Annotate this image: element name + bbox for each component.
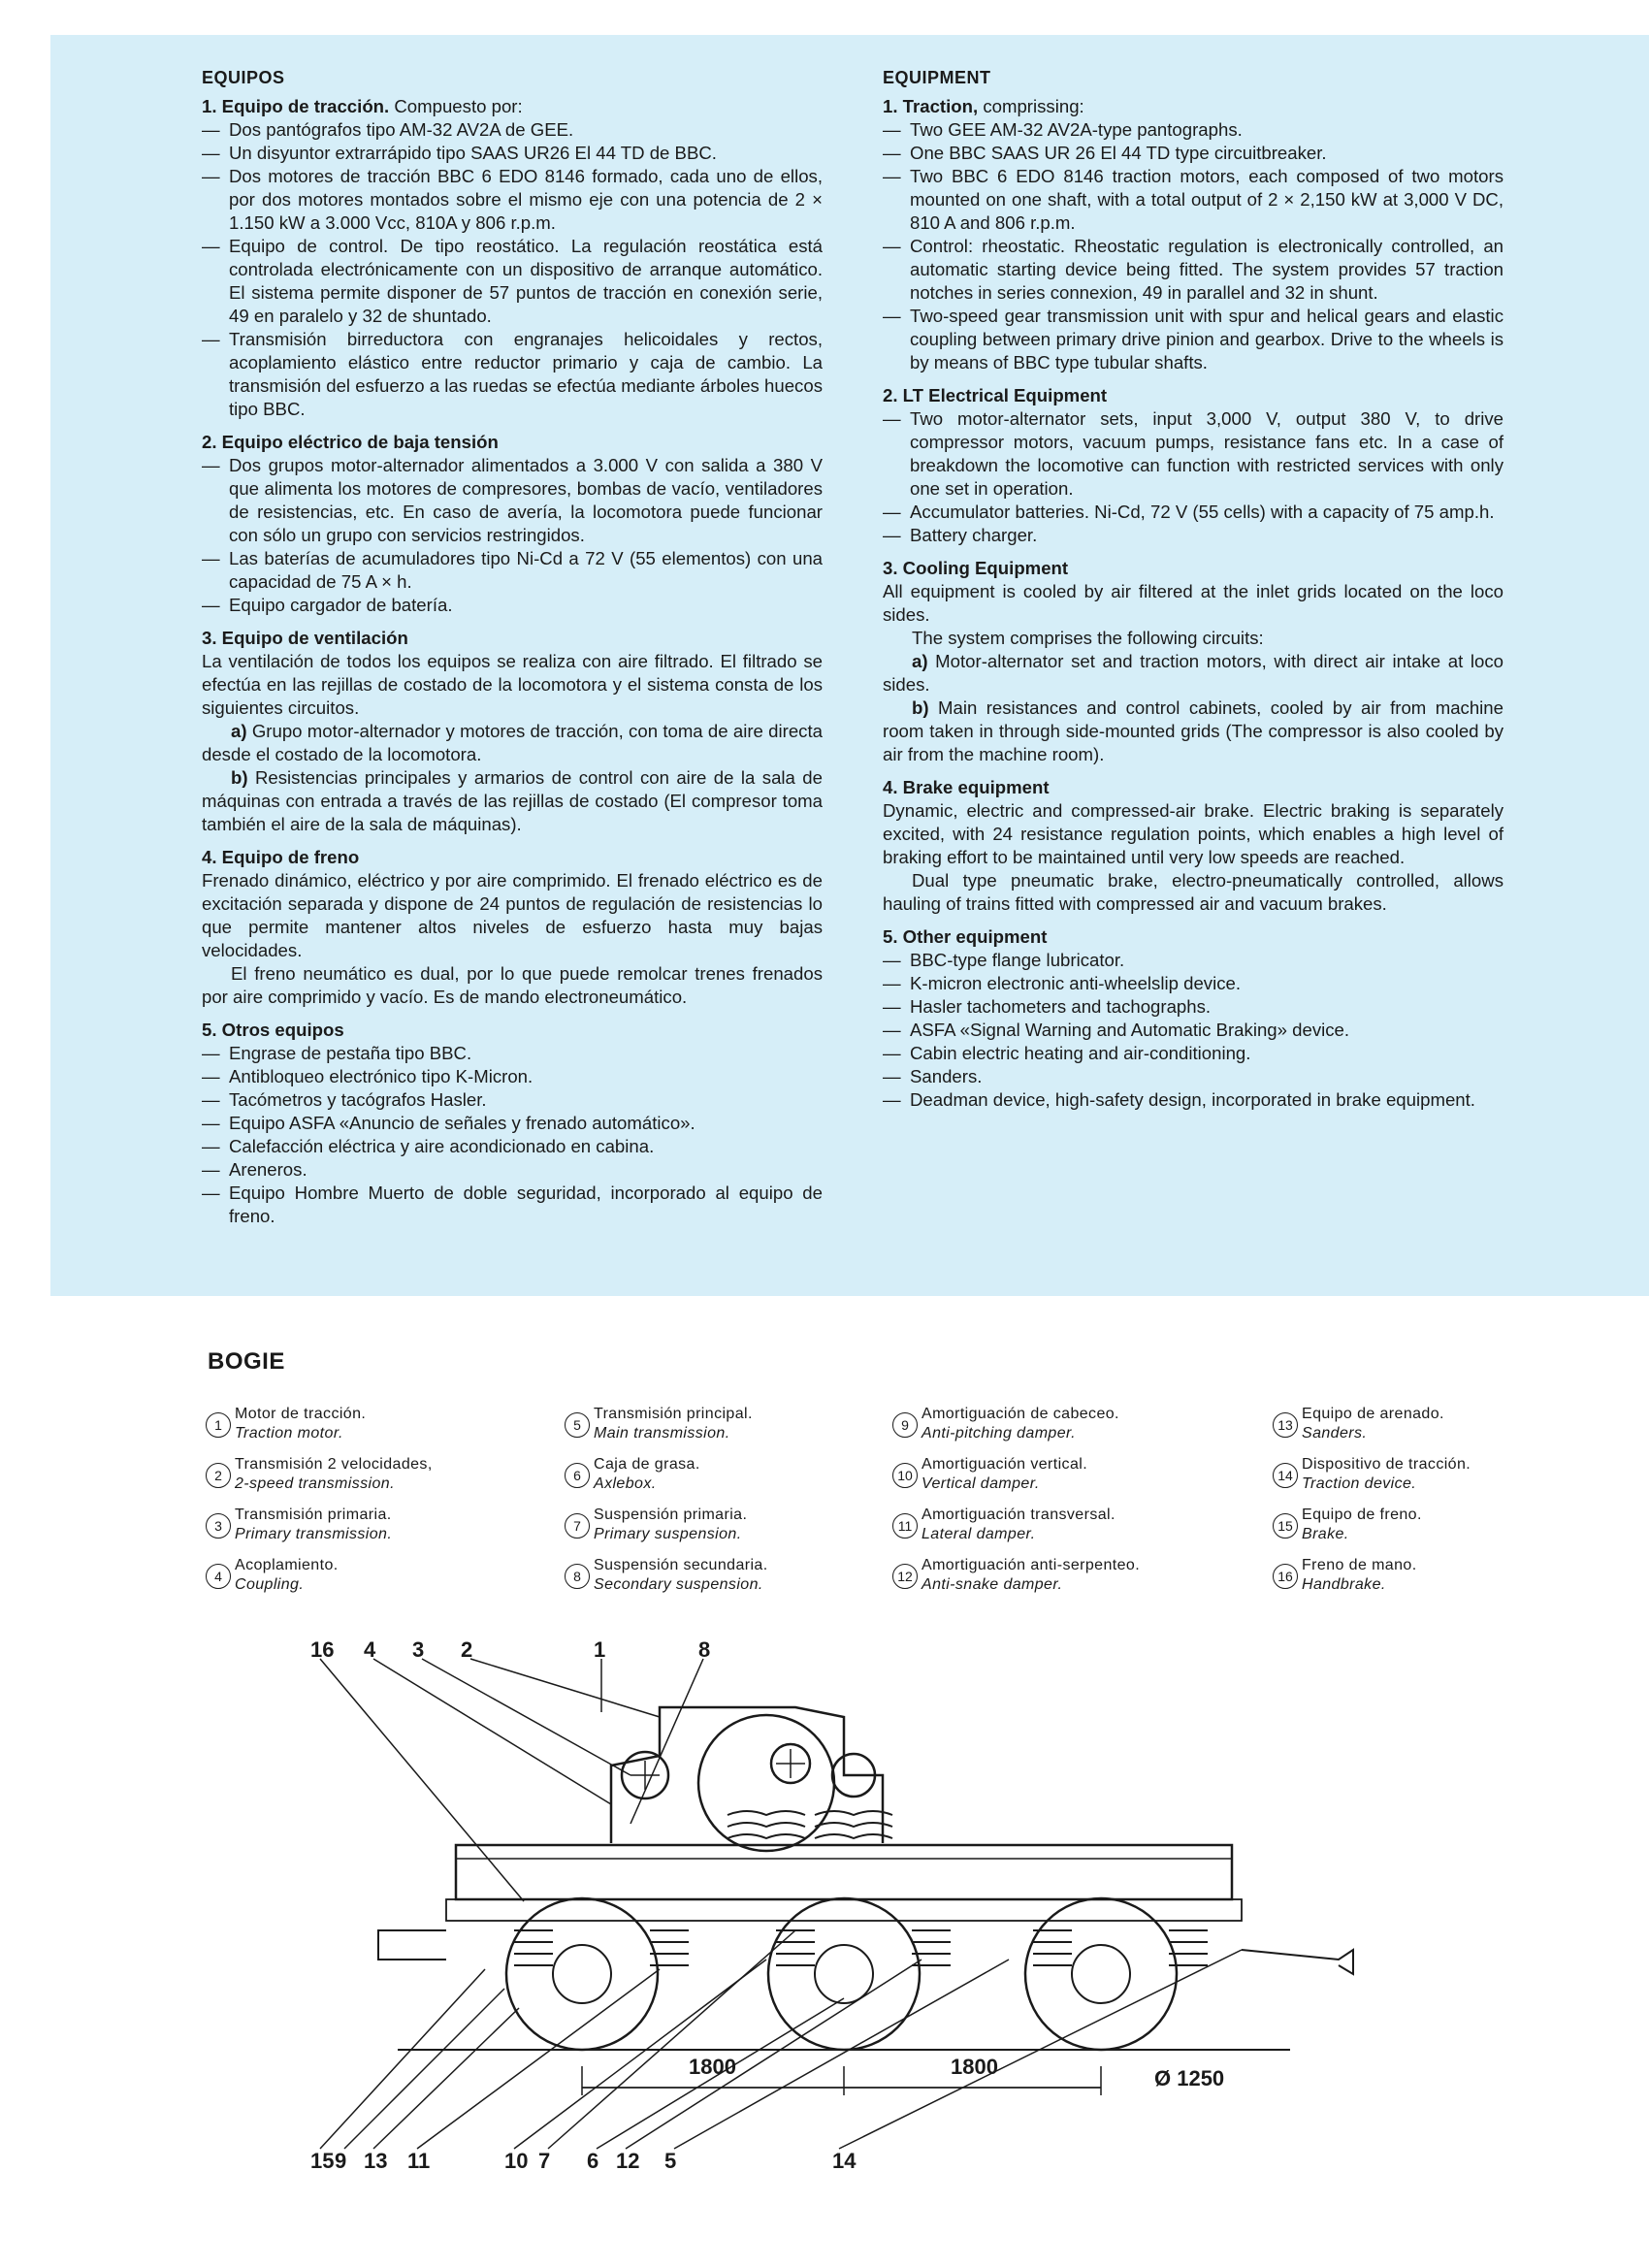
- traction-rod-right: [1242, 1950, 1353, 1974]
- callout-15: 15: [310, 2149, 335, 2173]
- list-item: — Dos grupos motor-alternador alimentados a 3.000 V con salida a 380 V que alimenta los motores de compresores, bombas de vacío, ventiladores de resistencias, etc. En caso de avería, la locomotora puede funcionar con sólo un grupo con servicios restringidos.: [202, 455, 823, 545]
- paragraph: The system comprises the following circuits:: [912, 628, 1264, 648]
- legend-item: 14 Dispositivo de tracción. Traction device.: [1273, 1455, 1602, 1506]
- callout-14: 14: [832, 2149, 857, 2173]
- primary-spring: [776, 1930, 815, 1965]
- list-item: — Two BBC 6 EDO 8146 traction motors, each composed of two motors mounted on one shaft, with a total output of 2 × 2,150 kW at 3,000 V DC, 810 A and 806 r.p.m.: [883, 166, 1504, 233]
- list-item: — Equipo ASFA «Anuncio de señales y frenado automático».: [202, 1113, 695, 1133]
- legend-number: 16: [1273, 1564, 1298, 1589]
- callout-11: 11: [407, 2149, 431, 2173]
- dimension-label-left: 1800: [689, 2055, 736, 2079]
- en-s4-title: 4. Brake equipment: [883, 777, 1050, 797]
- list-item: — Un disyuntor extrarrápido tipo SAAS UR26 El 44 TD de BBC.: [202, 143, 717, 163]
- callout-1: 1: [594, 1637, 606, 1662]
- legend-number: 3: [206, 1513, 231, 1539]
- wheel-diameter-label: Ø 1250: [1154, 2066, 1225, 2090]
- es-section-1: [202, 95, 823, 421]
- legend-number: 10: [892, 1463, 918, 1488]
- list-item: — Accumulator batteries. Ni-Cd, 72 V (55 cells) with a capacity of 75 amp.h.: [883, 502, 1495, 522]
- list-item: — Areneros.: [202, 1159, 307, 1180]
- legend-item: 6 Caja de grasa. Axlebox.: [565, 1455, 894, 1506]
- paragraph: El freno neumático es dual, por lo que puede remolcar trenes frenados por aire comprimido y vacío. Es de mando electroneumático.: [202, 963, 823, 1007]
- legend-item: 13 Equipo de arenado. Sanders.: [1273, 1405, 1602, 1455]
- legend-item: 5 Transmisión principal. Main transmission.: [565, 1405, 894, 1455]
- legend-number: 7: [565, 1513, 590, 1539]
- secondary-spring: [728, 1811, 805, 1838]
- list-item: — Las baterías de acumuladores tipo Ni-Cd a 72 V (55 elementos) con una capacidad de 75 A × h.: [202, 548, 823, 592]
- en-s1-title: 1. Traction,: [883, 96, 979, 116]
- list-item: — Two GEE AM-32 AV2A-type pantographs.: [883, 119, 1243, 140]
- primary-spring: [514, 1930, 553, 1965]
- en-s3-title: 3. Cooling Equipment: [883, 558, 1069, 578]
- legend-number: 15: [1273, 1513, 1298, 1539]
- spanish-column: [202, 66, 823, 1238]
- list-item: — Equipo de control. De tipo reostático. La regulación reostática está controlada electrónicamente con un dispositivo de arranque automático. El sistema permite disponer de 57 puntos de tracción en conexión serie, 49 en paralelo y 32 de shuntado.: [202, 236, 823, 326]
- paragraph: b) Resistencias principales y armarios de control con aire de la sala de máquinas con entrada a través de las rejillas de costado (El compresor toma también el aire de la sala de máquinas).: [202, 767, 823, 834]
- legend-item: 4 Acoplamiento. Coupling.: [206, 1556, 535, 1606]
- list-item: — Dos pantógrafos tipo AM-32 AV2A de GEE.: [202, 119, 574, 140]
- list-item: — K-micron electronic anti-wheelslip device.: [883, 973, 1242, 993]
- es-s3-title: 3. Equipo de ventilación: [202, 628, 408, 648]
- list-item: — Engrase de pestaña tipo BBC.: [202, 1043, 472, 1063]
- english-heading: EQUIPMENT: [883, 68, 991, 87]
- list-item: — Cabin electric heating and air-conditioning.: [883, 1043, 1251, 1063]
- list-item: — Two motor-alternator sets, input 3,000 V, output 380 V, to drive compressor motors, vacuum pumps, resistance fans etc. In a case of breakdown the locomotive can function with restricted services with only one set in operation.: [883, 408, 1504, 499]
- callout-12: 12: [616, 2149, 640, 2173]
- callout-10: 10: [504, 2149, 529, 2173]
- list-item: — Hasler tachometers and tachographs.: [883, 996, 1212, 1017]
- legend-number: 2: [206, 1463, 231, 1488]
- legend-item: 8 Suspensión secundaria. Secondary suspension.: [565, 1556, 894, 1606]
- list-item: — Antibloqueo electrónico tipo K-Micron.: [202, 1066, 534, 1086]
- legend-number: 13: [1273, 1412, 1298, 1438]
- list-item: — Deadman device, high-safety design, incorporated in brake equipment.: [883, 1089, 1475, 1110]
- list-item: — Equipo cargador de batería.: [202, 595, 453, 615]
- es-s5-title: 5. Otros equipos: [202, 1020, 344, 1040]
- en-section-2: [883, 384, 1504, 547]
- callout-8: 8: [698, 1637, 711, 1662]
- callout-5: 5: [664, 2149, 677, 2173]
- legend-item: 3 Transmisión primaria. Primary transmission.: [206, 1506, 535, 1556]
- list-item: — Control: rheostatic. Rheostatic regulation is electronically controlled, an automatic starting device being fitted. The system provides 57 traction notches in series connexion, 49 in parallel and 32 in shunt.: [883, 236, 1504, 303]
- list-item: — BBC-type flange lubricator.: [883, 950, 1125, 970]
- list-item: — One BBC SAAS UR 26 El 44 TD type circuitbreaker.: [883, 143, 1327, 163]
- es-section-3: [202, 627, 823, 836]
- en-section-1: [883, 95, 1504, 374]
- paragraph: Dynamic, electric and compressed-air brake. Electric braking is separately excited, with 24 resistance regulation points, which enables a high level of braking effort to be maintained until very low speeds are reached.: [883, 800, 1504, 867]
- legend-item: 16 Freno de mano. Handbrake.: [1273, 1556, 1602, 1606]
- list-item: — Sanders.: [883, 1066, 983, 1086]
- callout-6: 6: [587, 2149, 599, 2173]
- es-s1-title: 1. Equipo de tracción.: [202, 96, 390, 116]
- es-section-4: [202, 846, 823, 1009]
- legend-number: 11: [892, 1513, 918, 1539]
- paragraph: b) Main resistances and control cabinets, cooled by air from machine room taken in through side-mounted grids (The compressor is also cooled by air from the machine room).: [883, 697, 1504, 764]
- callout-4: 4: [364, 1637, 376, 1662]
- paragraph: La ventilación de todos los equipos se realiza con aire filtrado. El filtrado se efectúa en las rejillas de costado de la locomotora y el sistema consta de los siguientes circuitos.: [202, 651, 823, 718]
- legend-item: 7 Suspensión primaria. Primary suspension.: [565, 1506, 894, 1556]
- paragraph: All equipment is cooled by air filtered at the inlet grids located on the loco sides.: [883, 581, 1504, 625]
- es-s1-title-rest: Compuesto por:: [389, 96, 523, 116]
- list-item: — Equipo Hombre Muerto de doble seguridad, incorporado al equipo de freno.: [202, 1183, 823, 1226]
- en-s5-title: 5. Other equipment: [883, 926, 1048, 947]
- es-s4-title: 4. Equipo de freno: [202, 847, 360, 867]
- list-item: — ASFA «Signal Warning and Automatic Braking» device.: [883, 1020, 1350, 1040]
- bogie-frame: [456, 1845, 1232, 1899]
- en-section-3: [883, 557, 1504, 766]
- es-section-2: [202, 431, 823, 617]
- list-item: — Two-speed gear transmission unit with spur and helical gears and elastic coupling between primary drive pinion and gearbox. Drive to the wheels is by means of BBC type tubular shafts.: [883, 306, 1504, 373]
- paragraph: a) Grupo motor-alternador y motores de tracción, con toma de aire directa desde el costado de la locomotora.: [202, 721, 823, 764]
- en-section-4: [883, 776, 1504, 916]
- es-section-5: [202, 1019, 823, 1228]
- dimension-label-right: 1800: [951, 2055, 998, 2079]
- list-item: — Transmisión birreductora con engranajes helicoidales y rectos, acoplamiento elástico entre reductor primario y caja de cambio. La transmisión del esfuerzo a las ruedas se efectúa mediante árboles huecos tipo BBC.: [202, 329, 823, 419]
- legend-number: 1: [206, 1412, 231, 1438]
- paragraph: a) Motor-alternator set and traction motors, with direct air intake at loco sides.: [883, 651, 1504, 695]
- list-item: — Tacómetros y tacógrafos Hasler.: [202, 1089, 487, 1110]
- callout-2: 2: [461, 1637, 473, 1662]
- en-s1-title-rest: comprissing:: [978, 96, 1084, 116]
- legend-item: 2 Transmisión 2 velocidades, 2-speed transmission.: [206, 1455, 535, 1506]
- list-item: — Calefacción eléctrica y aire acondicionado en cabina.: [202, 1136, 655, 1156]
- legend-number: 6: [565, 1463, 590, 1488]
- legend-item: 1 Motor de tracción. Traction motor.: [206, 1405, 535, 1455]
- legend-number: 14: [1273, 1463, 1298, 1488]
- buffer-left: [378, 1930, 446, 1960]
- spanish-heading: EQUIPOS: [202, 68, 285, 87]
- bogie-drawing: [310, 1637, 1387, 2183]
- es-s2-title: 2. Equipo eléctrico de baja tensión: [202, 432, 499, 452]
- legend-item: 9 Amortiguación de cabeceo. Anti-pitching damper.: [892, 1405, 1222, 1455]
- list-item: — Dos motores de tracción BBC 6 EDO 8146 formado, cada uno de ellos, por dos motores montados sobre el mismo eje con una potencia de 2 × 1.150 kW a 3.000 Vcc, 810A y 806 r.p.m.: [202, 166, 823, 233]
- legend-item: 15 Equipo de freno. Brake.: [1273, 1506, 1602, 1556]
- callout-3: 3: [412, 1637, 425, 1662]
- callout-7: 7: [538, 2149, 551, 2173]
- legend-number: 12: [892, 1564, 918, 1589]
- legend-number: 4: [206, 1564, 231, 1589]
- legend-number: 8: [565, 1564, 590, 1589]
- bogie-drawing-svg: [310, 1637, 1387, 2183]
- callout-13: 13: [364, 2149, 388, 2173]
- list-item: — Battery charger.: [883, 525, 1038, 545]
- callout-16: 16: [310, 1637, 335, 1662]
- paragraph: Frenado dinámico, eléctrico y por aire comprimido. El frenado eléctrico es de excitación separada y dispone de 24 puntos de regulación de resistencias lo que permite mantener altos niveles de esfuerzo hasta muy bajas velocidades.: [202, 870, 823, 960]
- legend-number: 9: [892, 1412, 918, 1438]
- en-s2-title: 2. LT Electrical Equipment: [883, 385, 1108, 405]
- callout-9: 9: [335, 2149, 347, 2173]
- legend-number: 5: [565, 1412, 590, 1438]
- english-column: [883, 66, 1504, 1121]
- legend-item: 10 Amortiguación vertical. Vertical damper.: [892, 1455, 1222, 1506]
- legend-item: 12 Amortiguación anti-serpenteo. Anti-snake damper.: [892, 1556, 1222, 1606]
- primary-spring: [1033, 1930, 1072, 1965]
- paragraph: Dual type pneumatic brake, electro-pneumatically controlled, allows hauling of trains fitted with compressed air and vacuum brakes.: [883, 870, 1504, 914]
- traction-motor-circle: [698, 1715, 834, 1851]
- bogie-title: BOGIE: [208, 1348, 285, 1375]
- legend-item: 11 Amortiguación transversal. Lateral damper.: [892, 1506, 1222, 1556]
- en-section-5: [883, 925, 1504, 1112]
